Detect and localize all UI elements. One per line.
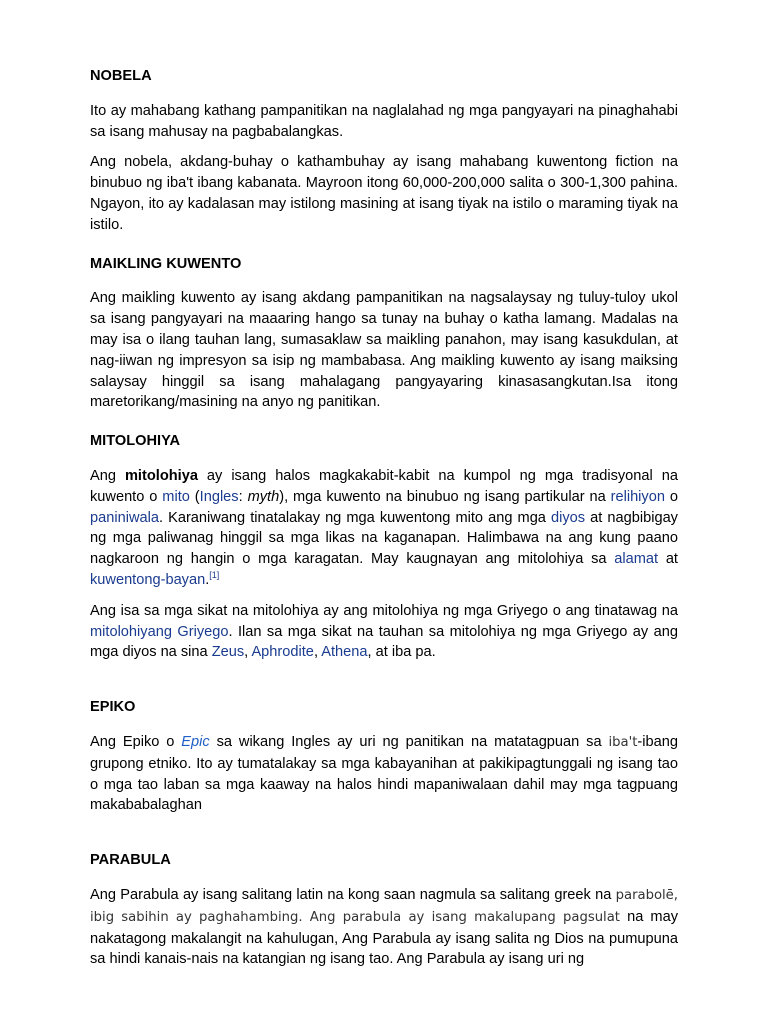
alt-font-text: parabolē, ibig sabihin ay paghahambing. Ang parabula ay isang makalupang pagsulat — [90, 887, 678, 925]
heading-maikling-kuwento: MAIKLING KUWENTO — [90, 255, 242, 272]
link-athena[interactable]: Athena — [321, 644, 368, 661]
heading-parabula: PARABULA — [90, 852, 171, 869]
heading-nobela: NOBELA — [90, 68, 152, 84]
alt-font-text: iba't — [608, 734, 638, 750]
link-mito[interactable]: mito — [162, 488, 190, 505]
mitolohiya-bold: mitolohiya — [124, 467, 198, 484]
mitolohiya-paragraph-2: Ang isa sa mga sikat na mitolohiya ay ang mitolohiya ng mga Griyego o ang tinatawag na mitolohiyang Griyego. Ilan sa mga sikat na tauhan sa mitolohiya ng mga Griyego ay ang mga diyos na sina Zeus, Aphrodite, Athena, at iba pa. — [90, 602, 678, 661]
nobela-paragraph-1: Ito ay mahabang kathang pampanitikan na naglalahad ng mga pangyayari na pinaghahabi sa isang mahusay na pagbabalangkas. — [90, 102, 678, 140]
link-mitolohiyang-griyego[interactable]: mitolohiyang Griyego — [90, 623, 229, 640]
epiko-paragraph: Ang Epiko o Epic sa wikang Ingles ay uri ng panitikan na matatagpuan sa iba't-ibang grupong etniko. Ito ay tumatalakay sa mga kabayanihan at pakikipagtunggali ng isang tao o mga tao laban sa mga kaaway na halos hindi mapaniwalaan dahil may mga tagpuang makababalaghan — [90, 733, 678, 814]
heading-mitolohiya: MITOLOHIYA — [90, 433, 181, 450]
link-paniniwala[interactable]: paniniwala — [90, 509, 159, 526]
link-alamat[interactable]: alamat — [614, 551, 659, 568]
link-epic[interactable]: Epic — [181, 733, 210, 750]
myth-italic: myth — [247, 488, 280, 505]
parabula-paragraph: Ang Parabula ay isang salitang latin na kong saan nagmula sa salitang greek na parabolē, ibig sabihin ay paghahambing. Ang parabula ay isang makalupang pagsulat na may nakatagong makalangit na kahulugan, Ang Parabula ay isang salita ng Dios na pumupuna sa hindi kanais-nais na katangian ng isang tao. Ang Parabula ay isang uri ng — [90, 886, 678, 968]
maikling-kuwento-paragraph: Ang maikling kuwento ay isang akdang pampanitikan na nagsalaysay ng tuluy-tuloy ukol sa isang pangyayari na maaaring hango sa tunay na buhay o katha lamang. Madalas na may isa o ilang tauhan lang, sumasaklaw sa maikling panahon, may isang kasukdulan, at nag-iiwan ng impresyon sa isip ng mambabasa. Ang maikling kuwento ay isang maiksing salaysay hinggil sa isang mahalagang pangyayaring kinasasangkutan.Isa itong maretorikang/masining na anyo ng panitikan. — [90, 290, 678, 411]
link-kuwentong-bayan[interactable]: kuwentong-bayan — [90, 571, 206, 588]
heading-epiko: EPIKO — [90, 699, 136, 716]
link-ingles[interactable]: Ingles — [199, 488, 239, 505]
mitolohiya-paragraph-1: Ang mitolohiya ay isang halos magkakabit-kabit na kumpol ng mga tradisyonal na kuwento o mito (Ingles: myth), mga kuwento na binubuo ng isang partikular na relihiyon o paniniwala. Karaniwang tinatalakay ng mga kuwentong mito ang mga diyos at nagbibigay ng mga paliwanag hinggil sa mga likas na kaganapan. Halimbawa na ang kung paano nagkaroon ng hangin o mga karagatan. May kaugnayan ang mitolohiya sa alamat at kuwentong-bayan.[1] — [90, 467, 678, 588]
link-zeus[interactable]: Zeus — [211, 644, 245, 661]
link-relihiyon[interactable]: relihiyon — [610, 488, 665, 505]
document-content — [90, 66, 678, 980]
nobela-paragraph-2: Ang nobela, akdang-buhay o kathambuhay ay isang mahabang kuwentong fiction na binubuo ng iba't ibang kabanata. Mayroon itong 60,000-200,000 salita o 300-1,300 pahina. Ngayon, ito ay kadalasan may istilong masining at isang tiyak na istilo o maraming tiyak na istilo. — [90, 154, 678, 233]
link-diyos[interactable]: diyos — [551, 509, 586, 526]
reference-link[interactable]: [1] — [209, 570, 220, 581]
link-aphrodite[interactable]: Aphrodite — [251, 644, 314, 661]
